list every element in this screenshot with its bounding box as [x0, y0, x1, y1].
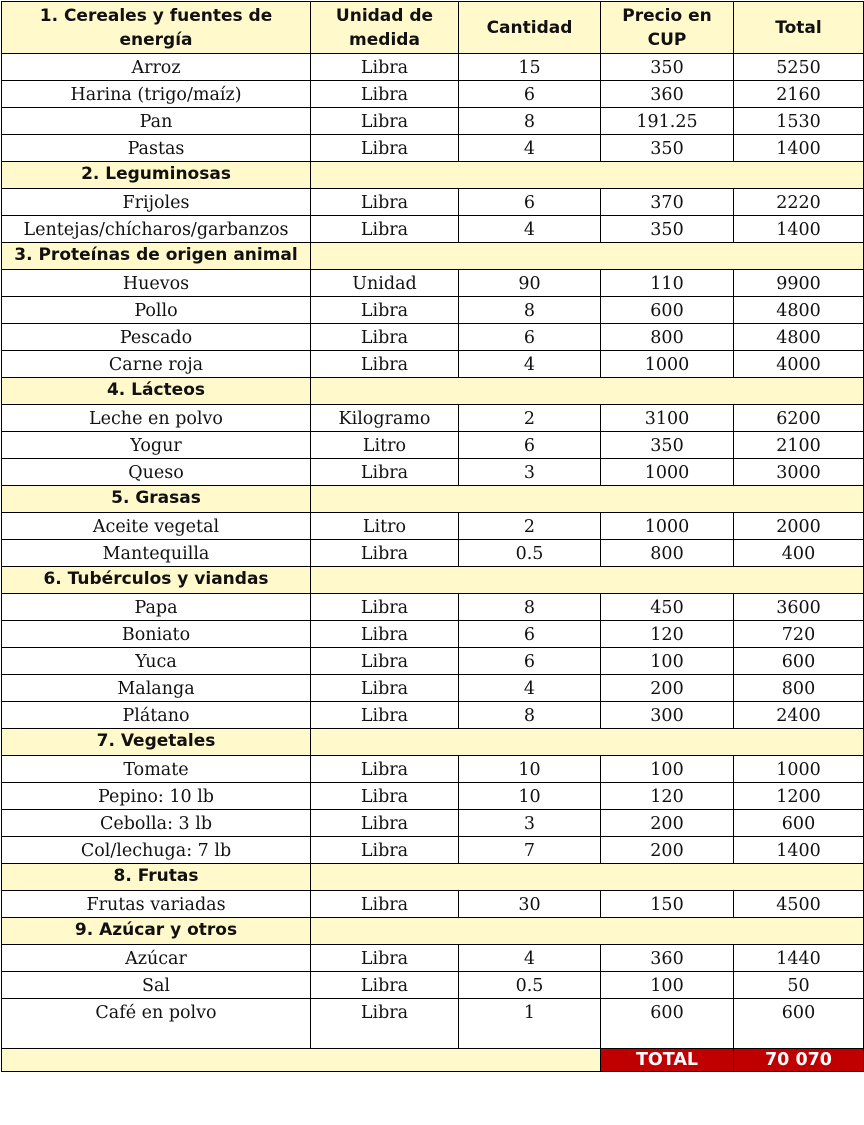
header-price: Precio en CUP	[601, 2, 734, 54]
item-quantity: 6	[459, 432, 601, 459]
item-name: Yuca	[2, 648, 311, 675]
table-row	[2, 675, 864, 702]
item-price: 350	[601, 54, 734, 81]
item-name: Pollo	[2, 297, 311, 324]
item-quantity: 0.5	[459, 972, 601, 999]
item-total: 600	[734, 810, 864, 837]
grand-total-row	[2, 1049, 864, 1072]
grand-total-value: 70 070	[734, 1049, 864, 1072]
item-total: 1400	[734, 135, 864, 162]
item-price: 350	[601, 432, 734, 459]
item-quantity: 0.5	[459, 540, 601, 567]
item-total: 3000	[734, 459, 864, 486]
section-title: 9. Azúcar y otros	[2, 918, 311, 945]
section-header-row	[2, 243, 864, 270]
item-quantity: 15	[459, 54, 601, 81]
item-total: 1440	[734, 945, 864, 972]
item-quantity: 4	[459, 945, 601, 972]
item-total: 400	[734, 540, 864, 567]
item-total: 4800	[734, 297, 864, 324]
section-header-row	[2, 729, 864, 756]
item-price: 191.25	[601, 108, 734, 135]
item-unit: Libra	[311, 459, 459, 486]
item-unit: Libra	[311, 189, 459, 216]
item-unit: Libra	[311, 81, 459, 108]
item-price: 100	[601, 648, 734, 675]
table-row	[2, 54, 864, 81]
item-price: 300	[601, 702, 734, 729]
item-quantity: 2	[459, 405, 601, 432]
table-row	[2, 594, 864, 621]
item-quantity: 6	[459, 324, 601, 351]
item-price: 600	[601, 297, 734, 324]
item-unit: Libra	[311, 999, 459, 1049]
item-unit: Kilogramo	[311, 405, 459, 432]
header-row	[2, 2, 864, 54]
item-total: 6200	[734, 405, 864, 432]
item-price: 600	[601, 999, 734, 1049]
item-unit: Libra	[311, 108, 459, 135]
item-price: 100	[601, 756, 734, 783]
item-price: 1000	[601, 351, 734, 378]
table-row	[2, 189, 864, 216]
item-name: Queso	[2, 459, 311, 486]
item-total: 3600	[734, 594, 864, 621]
table-row	[2, 756, 864, 783]
section-header-row	[2, 918, 864, 945]
header-quantity: Cantidad	[459, 2, 601, 54]
item-name: Sal	[2, 972, 311, 999]
item-quantity: 4	[459, 135, 601, 162]
section-title: 8. Frutas	[2, 864, 311, 891]
item-unit: Libra	[311, 540, 459, 567]
section-header-row	[2, 567, 864, 594]
item-price: 800	[601, 324, 734, 351]
grand-total-label: TOTAL	[601, 1049, 734, 1072]
item-price: 350	[601, 216, 734, 243]
section-header-row	[2, 864, 864, 891]
item-unit: Libra	[311, 351, 459, 378]
item-quantity: 6	[459, 621, 601, 648]
item-unit: Libra	[311, 945, 459, 972]
section-header-row	[2, 162, 864, 189]
item-total: 9900	[734, 270, 864, 297]
item-quantity: 4	[459, 675, 601, 702]
item-name: Pepino: 10 lb	[2, 783, 311, 810]
table-row	[2, 810, 864, 837]
table-row	[2, 891, 864, 918]
item-name: Papa	[2, 594, 311, 621]
item-price: 360	[601, 945, 734, 972]
item-quantity: 3	[459, 810, 601, 837]
section-title: 6. Tubérculos y viandas	[2, 567, 311, 594]
item-quantity: 10	[459, 756, 601, 783]
item-price: 360	[601, 81, 734, 108]
item-total: 2000	[734, 513, 864, 540]
item-price: 3100	[601, 405, 734, 432]
section-header-row	[2, 378, 864, 405]
item-total: 720	[734, 621, 864, 648]
item-unit: Unidad	[311, 270, 459, 297]
item-name: Pescado	[2, 324, 311, 351]
item-quantity: 6	[459, 189, 601, 216]
item-quantity: 2	[459, 513, 601, 540]
header-total: Total	[734, 2, 864, 54]
item-total: 2220	[734, 189, 864, 216]
item-total: 1000	[734, 756, 864, 783]
table-row	[2, 81, 864, 108]
item-price: 200	[601, 837, 734, 864]
item-unit: Libra	[311, 756, 459, 783]
item-name: Carne roja	[2, 351, 311, 378]
table-row	[2, 432, 864, 459]
item-name: Aceite vegetal	[2, 513, 311, 540]
item-unit: Libra	[311, 135, 459, 162]
item-price: 120	[601, 783, 734, 810]
section-fill	[311, 243, 864, 270]
section-title: 3. Proteínas de origen animal	[2, 243, 311, 270]
table-body	[2, 54, 864, 1049]
item-name: Boniato	[2, 621, 311, 648]
item-price: 370	[601, 189, 734, 216]
item-total: 4800	[734, 324, 864, 351]
item-total: 600	[734, 999, 864, 1049]
item-total: 4500	[734, 891, 864, 918]
section-fill	[311, 567, 864, 594]
item-name: Lentejas/chícharos/garbanzos	[2, 216, 311, 243]
item-name: Café en polvo	[2, 999, 311, 1049]
item-unit: Libra	[311, 54, 459, 81]
item-name: Huevos	[2, 270, 311, 297]
table-row	[2, 648, 864, 675]
table-row	[2, 270, 864, 297]
item-name: Tomate	[2, 756, 311, 783]
item-price: 200	[601, 810, 734, 837]
item-total: 1400	[734, 837, 864, 864]
item-name: Harina (trigo/maíz)	[2, 81, 311, 108]
section-fill	[311, 864, 864, 891]
item-quantity: 30	[459, 891, 601, 918]
table-row	[2, 108, 864, 135]
table-row	[2, 351, 864, 378]
item-price: 110	[601, 270, 734, 297]
item-total: 1200	[734, 783, 864, 810]
item-price: 1000	[601, 459, 734, 486]
item-unit: Litro	[311, 432, 459, 459]
section-title: 5. Grasas	[2, 486, 311, 513]
item-total: 1530	[734, 108, 864, 135]
item-unit: Libra	[311, 594, 459, 621]
item-unit: Libra	[311, 675, 459, 702]
section-header-row	[2, 486, 864, 513]
item-price: 200	[601, 675, 734, 702]
item-unit: Libra	[311, 810, 459, 837]
item-price: 1000	[601, 513, 734, 540]
item-price: 120	[601, 621, 734, 648]
item-name: Frijoles	[2, 189, 311, 216]
item-quantity: 6	[459, 648, 601, 675]
section-fill	[311, 918, 864, 945]
item-unit: Libra	[311, 621, 459, 648]
item-total: 1400	[734, 216, 864, 243]
table-row	[2, 135, 864, 162]
item-price: 100	[601, 972, 734, 999]
section-title: 2. Leguminosas	[2, 162, 311, 189]
item-unit: Libra	[311, 972, 459, 999]
item-quantity: 8	[459, 297, 601, 324]
item-price: 800	[601, 540, 734, 567]
table-row	[2, 702, 864, 729]
table-row	[2, 837, 864, 864]
table-row	[2, 621, 864, 648]
item-unit: Libra	[311, 891, 459, 918]
table-row	[2, 297, 864, 324]
section-title: 4. Lácteos	[2, 378, 311, 405]
item-total: 2160	[734, 81, 864, 108]
item-unit: Libra	[311, 702, 459, 729]
table-row	[2, 459, 864, 486]
item-quantity: 1	[459, 999, 601, 1049]
header-unit: Unidad de medida	[311, 2, 459, 54]
item-total: 2100	[734, 432, 864, 459]
section-fill	[311, 729, 864, 756]
item-total: 4000	[734, 351, 864, 378]
header-product: 1. Cereales y fuentes de energía	[2, 2, 311, 54]
item-name: Leche en polvo	[2, 405, 311, 432]
item-quantity: 7	[459, 837, 601, 864]
item-unit: Libra	[311, 216, 459, 243]
total-spacer	[2, 1049, 601, 1072]
item-name: Plátano	[2, 702, 311, 729]
item-quantity: 8	[459, 108, 601, 135]
item-quantity: 3	[459, 459, 601, 486]
item-unit: Libra	[311, 297, 459, 324]
item-unit: Libra	[311, 324, 459, 351]
item-name: Malanga	[2, 675, 311, 702]
table-row	[2, 945, 864, 972]
table-row	[2, 324, 864, 351]
item-unit: Libra	[311, 783, 459, 810]
table-row	[2, 216, 864, 243]
item-total: 50	[734, 972, 864, 999]
section-fill	[311, 486, 864, 513]
item-quantity: 10	[459, 783, 601, 810]
item-price: 350	[601, 135, 734, 162]
item-quantity: 4	[459, 216, 601, 243]
section-fill	[311, 162, 864, 189]
item-name: Arroz	[2, 54, 311, 81]
item-name: Frutas variadas	[2, 891, 311, 918]
item-quantity: 8	[459, 594, 601, 621]
item-quantity: 8	[459, 702, 601, 729]
section-fill	[311, 378, 864, 405]
item-unit: Libra	[311, 648, 459, 675]
item-name: Cebolla: 3 lb	[2, 810, 311, 837]
item-unit: Libra	[311, 837, 459, 864]
item-unit: Litro	[311, 513, 459, 540]
table-row	[2, 540, 864, 567]
item-quantity: 4	[459, 351, 601, 378]
item-name: Mantequilla	[2, 540, 311, 567]
item-name: Yogur	[2, 432, 311, 459]
item-total: 800	[734, 675, 864, 702]
item-total: 5250	[734, 54, 864, 81]
item-price: 150	[601, 891, 734, 918]
table-row	[2, 972, 864, 999]
item-name: Pastas	[2, 135, 311, 162]
item-name: Azúcar	[2, 945, 311, 972]
item-name: Col/lechuga: 7 lb	[2, 837, 311, 864]
item-name: Pan	[2, 108, 311, 135]
item-total: 600	[734, 648, 864, 675]
table-row	[2, 405, 864, 432]
table-row	[2, 513, 864, 540]
item-total: 2400	[734, 702, 864, 729]
item-quantity: 90	[459, 270, 601, 297]
table-row	[2, 783, 864, 810]
section-title: 7. Vegetales	[2, 729, 311, 756]
table-row	[2, 999, 864, 1049]
food-cost-table	[1, 1, 864, 1072]
item-quantity: 6	[459, 81, 601, 108]
item-price: 450	[601, 594, 734, 621]
